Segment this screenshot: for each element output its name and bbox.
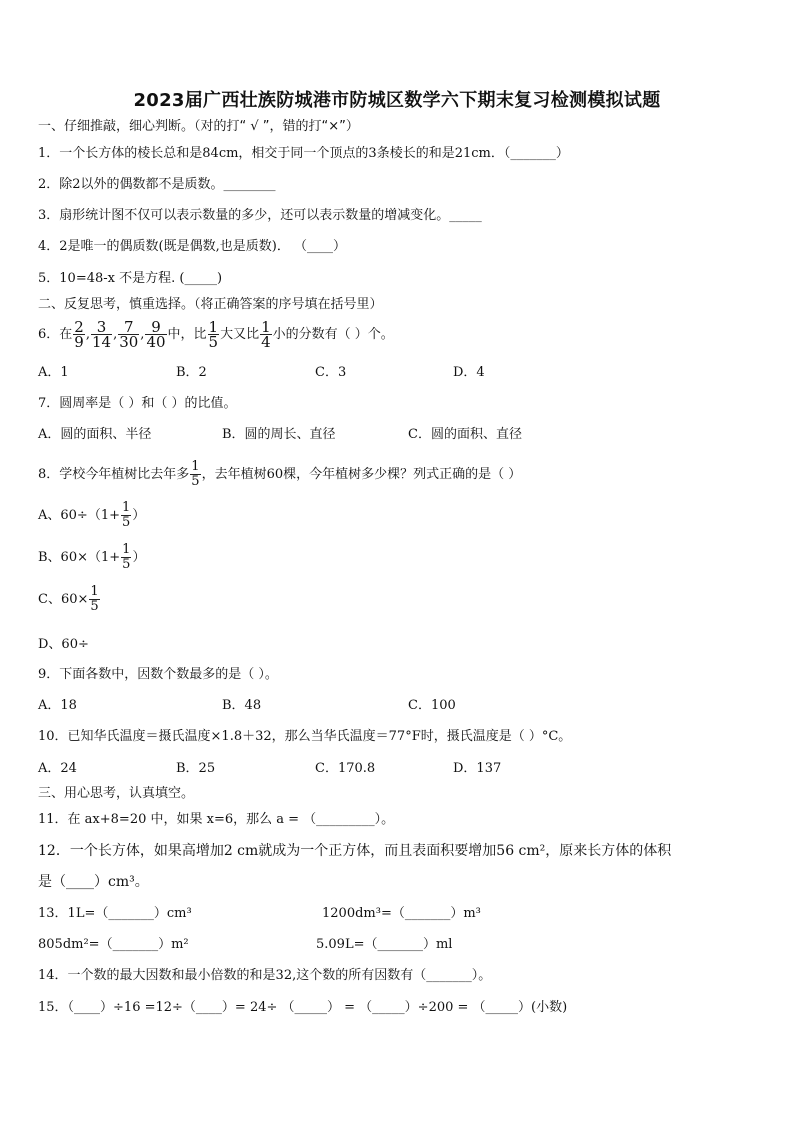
q6-option-a: A．1 bbox=[38, 365, 69, 380]
q8-option-c: C、60× $\frac{1}{5}$ bbox=[38, 584, 99, 614]
fraction: $\frac{7}{30}$ bbox=[119, 318, 139, 351]
question-12-line-2: 是（____）cm³。 bbox=[38, 874, 149, 890]
question-8 bbox=[38, 455, 521, 495]
question-7: 7．圆周率是（ ）和（ ）的比值。 bbox=[38, 396, 237, 411]
q6-option-d: D．4 bbox=[453, 365, 485, 380]
question-4: 4．2是唯一的偶质数(既是偶数,也是质数)． （____） bbox=[38, 239, 346, 254]
q10-option-d: D．137 bbox=[453, 761, 502, 776]
q9-option-a: A．18 bbox=[38, 698, 77, 713]
q9-option-c: C．100 bbox=[408, 698, 456, 713]
question-14: 14．一个数的最大因数和最小倍数的和是32,这个数的所有因数有（_______）。 bbox=[38, 968, 492, 983]
fraction: $\frac{1}{5}$ bbox=[122, 542, 131, 572]
question-13a: 13．1L=（_______）cm³ bbox=[38, 906, 192, 921]
fraction: $\frac{2}{9}$ bbox=[74, 318, 84, 351]
q6-option-b: B．2 bbox=[176, 365, 207, 380]
page-title: 2023届广西壮族防城港市防城区数学六下期末复习检测模拟试题 bbox=[133, 90, 661, 111]
section-3-heading: 三、用心思考，认真填空。 bbox=[38, 786, 195, 801]
fraction: $\frac{1}{5}$ bbox=[208, 318, 219, 351]
question-9: 9．下面各数中，因数个数最多的是（ ）。 bbox=[38, 667, 278, 682]
q6-option-c: C．3 bbox=[315, 365, 347, 380]
q10-option-c: C．170.8 bbox=[315, 761, 376, 776]
question-10: 10．已知华氏温度＝摄氏温度×1.8＋32，那么当华氏温度＝77°F时，摄氏温度是（ ）°C。 bbox=[38, 729, 572, 744]
q7-option-a: A．圆的面积、半径 bbox=[38, 427, 152, 442]
question-13c: 805dm²=（_______）m² bbox=[38, 937, 189, 952]
q6-mid2: 大又比 bbox=[220, 327, 260, 342]
section-2-heading: 二、反复思考，慎重选择。（将正确答案的序号填在括号里） bbox=[38, 297, 383, 312]
q8-suffix: ，去年植树60棵，今年植树多少棵？列式正确的是（ ） bbox=[201, 467, 522, 482]
fraction: $\frac{3}{14}$ bbox=[91, 318, 112, 351]
q10-option-b: B．25 bbox=[176, 761, 216, 776]
q8-option-b: B、60×（1+ $\frac{1}{5}$ ） bbox=[38, 542, 146, 572]
q6-prefix: 6．在 bbox=[38, 327, 73, 342]
q7-option-c: C．圆的面积、直径 bbox=[408, 427, 522, 442]
q7-option-b: B．圆的周长、直径 bbox=[222, 427, 336, 442]
q6-suffix: 小的分数有（ ）个。 bbox=[272, 327, 394, 342]
fraction: $\frac{1}{5}$ bbox=[191, 459, 200, 489]
fraction: $\frac{9}{40}$ bbox=[146, 318, 166, 351]
question-2: 2．除2以外的偶数都不是质数。________ bbox=[38, 177, 276, 192]
fraction: $\frac{1}{4}$ bbox=[261, 318, 271, 351]
fraction: $\frac{1}{5}$ bbox=[122, 500, 131, 530]
question-5: 5．10=48-x 不是方程. (_____) bbox=[38, 271, 223, 286]
fraction: $\frac{1}{5}$ bbox=[90, 584, 99, 614]
question-3: 3．扇形统计图不仅可以表示数量的多少，还可以表示数量的增减变化。_____ bbox=[38, 208, 482, 223]
question-11: 11．在 ax+8=20 中，如果 x=6，那么 a = （_________）。 bbox=[38, 812, 395, 827]
question-13b: 1200dm³=（_______）m³ bbox=[322, 906, 481, 921]
question-15: 15．（____）÷16 =12÷（____）= 24÷ （_____） = （_____）÷200 = （_____）(小数) bbox=[38, 1000, 568, 1015]
q8-option-d: D、60÷ bbox=[38, 637, 89, 652]
question-1: 1．一个长方体的棱长总和是84cm，相交于同一个顶点的3条棱长的和是21cm．（_______） bbox=[38, 146, 569, 161]
q8-option-a: A、60÷（1+ $\frac{1}{5}$ ） bbox=[38, 500, 146, 530]
q10-option-a: A．24 bbox=[38, 761, 77, 776]
section-1-heading: 一、仔细推敲，细心判断。（对的打“ √ ”，错的打“×”） bbox=[38, 119, 359, 134]
q9-option-b: B．48 bbox=[222, 698, 262, 713]
question-12-line-1: 12．一个长方体，如果高增加2 cm就成为一个正方体，而且表面积要增加56 cm²，原来长方体的体积 bbox=[38, 843, 672, 859]
question-13d: 5.09L=（_______）ml bbox=[316, 937, 453, 952]
question-6: 6．在 $\frac{2}{9}$ , $\frac{3}{14}$ , $\frac{7}{30}$ , $\frac{9}{40}$ 中，比 $\frac{1}{5}$ 大又比 $\frac{1}{4}$ 小的分数有（ ）个。 bbox=[38, 318, 394, 351]
q8-prefix: 8．学校今年植树比去年多 bbox=[38, 467, 190, 482]
q6-mid1: 中，比 bbox=[167, 327, 207, 342]
